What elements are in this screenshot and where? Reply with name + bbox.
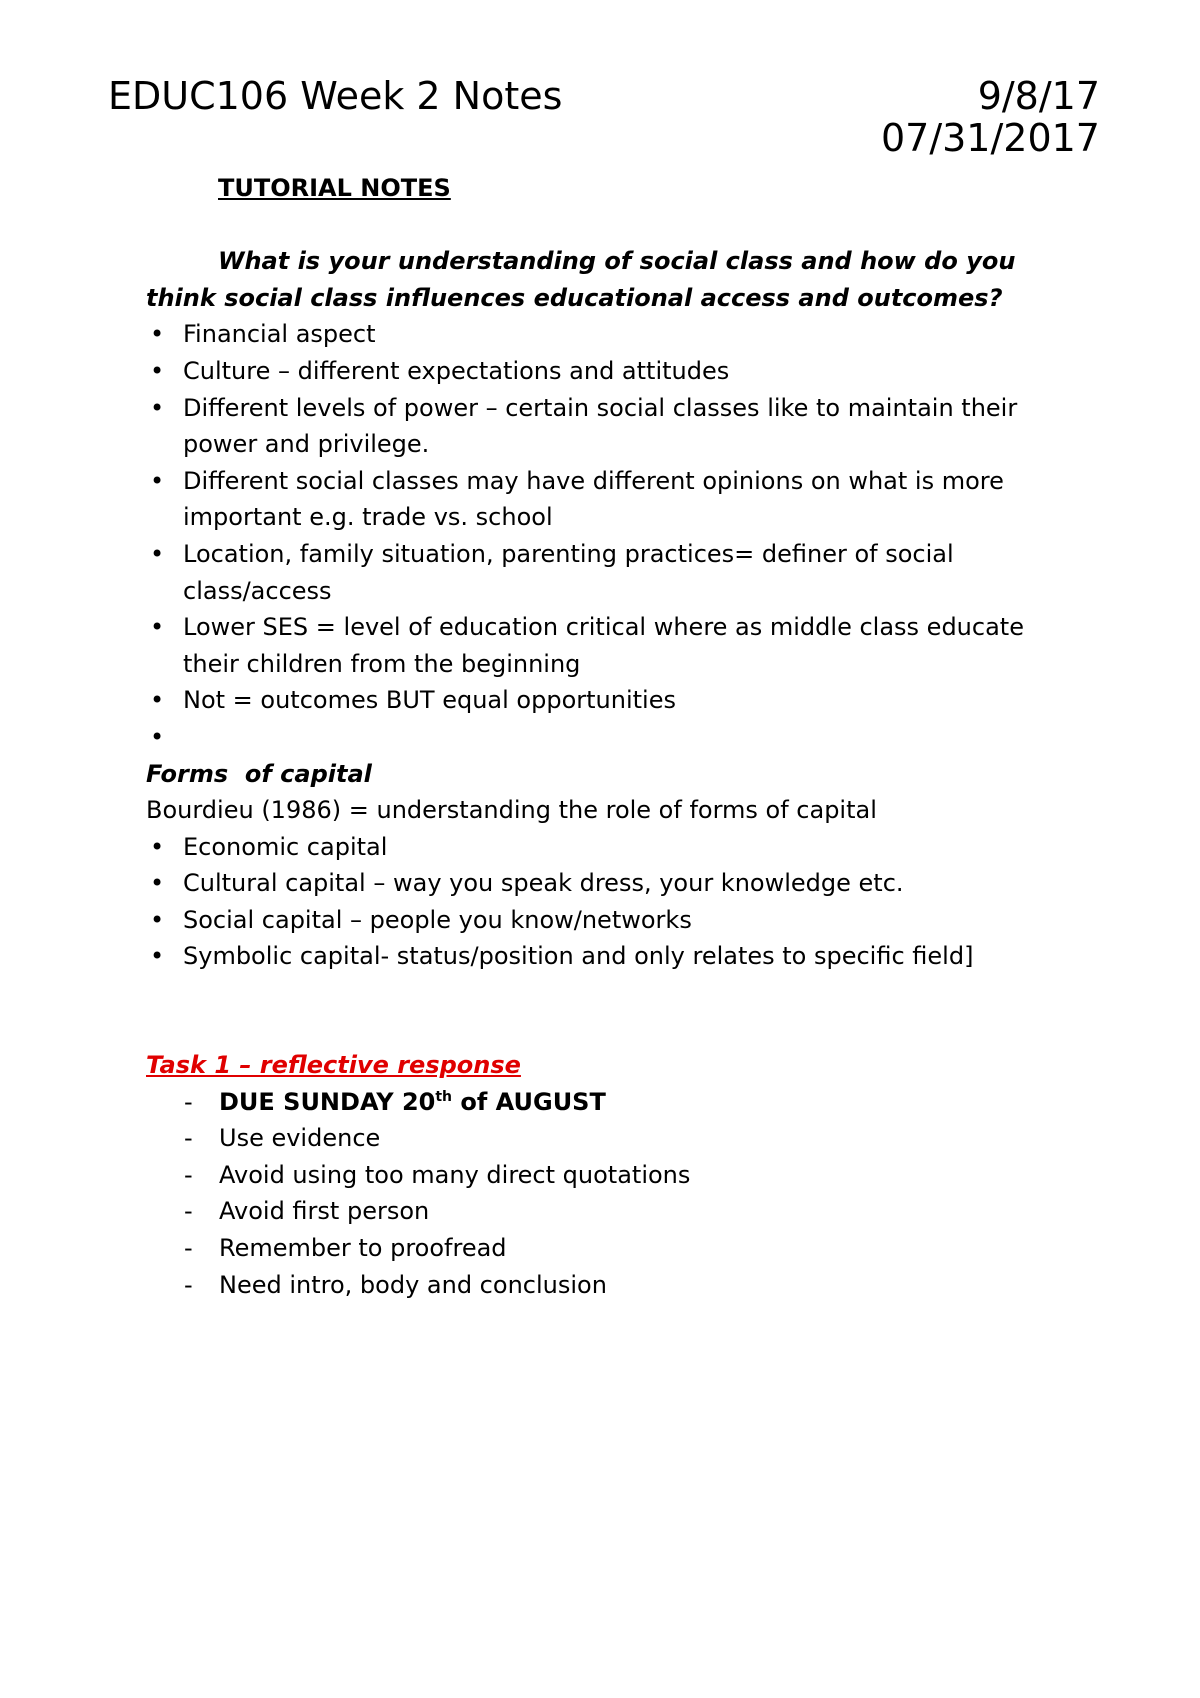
- dash-icon: -: [184, 1124, 193, 1153]
- bullet-icon: •: [150, 613, 165, 642]
- spacer: [146, 975, 1066, 1011]
- list-item: [146, 719, 1066, 756]
- list-item: [146, 1230, 1066, 1267]
- question-text-2: think social class influences educational access and outcomes?: [146, 283, 1003, 312]
- date-long: 07/31/2017: [880, 116, 1100, 160]
- due-date-superscript: th: [435, 1088, 453, 1105]
- list-item-text: Avoid using too many direct quotations: [219, 1160, 691, 1189]
- list-item-text: Symbolic capital- status/position and only relates to specific field]: [183, 942, 974, 971]
- list-item: [146, 1120, 1066, 1157]
- list-item: [146, 1193, 1066, 1230]
- question-line-1: [146, 243, 1066, 280]
- spacer: [146, 1011, 1066, 1047]
- bullet-icon: •: [150, 686, 165, 715]
- capital-heading: Forms of capital: [146, 759, 372, 788]
- dash-icon: -: [184, 1197, 193, 1226]
- bullet-icon: •: [150, 466, 165, 495]
- list-item-text: Social capital – people you know/networks: [183, 905, 692, 934]
- capital-intro: Bourdieu (1986) = understanding the role of forms of capital: [146, 796, 877, 825]
- list-item: [146, 682, 1066, 719]
- list-item: [146, 390, 1066, 463]
- list-item-text: Avoid first person: [219, 1197, 430, 1226]
- question-text-1: What is your understanding of social class and how do you: [218, 247, 1016, 276]
- bullet-icon: •: [150, 320, 165, 349]
- list-item-text: Cultural capital – way you speak dress, your knowledge etc.: [183, 869, 904, 898]
- bullet-icon: •: [150, 869, 165, 898]
- list-item-text: Remember to proofread: [219, 1234, 507, 1263]
- list-item: [146, 1084, 1066, 1121]
- list-item: [146, 353, 1066, 390]
- due-date-suffix: of AUGUST: [452, 1087, 606, 1116]
- list-item-text: Need intro, body and conclusion: [219, 1270, 607, 1299]
- blank-glyph-line: [146, 207, 1066, 244]
- list-item: [146, 609, 1066, 682]
- list-item-text: Different levels of power – certain social classes like to maintain their power and privilege.: [183, 393, 1018, 459]
- dash-icon: -: [184, 1234, 193, 1263]
- list-item-text: Different social classes may have different opinions on what is more important e.g. trade vs. school: [183, 466, 1004, 532]
- list-item-text: Economic capital: [183, 832, 388, 861]
- list-item-text: Use evidence: [219, 1124, 381, 1153]
- bullet-icon: •: [150, 832, 165, 861]
- social-class-list: [146, 316, 1066, 755]
- bullet-icon: •: [150, 722, 165, 751]
- bullet-icon: •: [150, 942, 165, 971]
- list-item: [146, 829, 1066, 866]
- list-item-text: Not = outcomes BUT equal opportunities: [183, 686, 676, 715]
- list-item-text: Financial aspect: [183, 320, 376, 349]
- list-item: [146, 902, 1066, 939]
- dash-icon: -: [184, 1160, 193, 1189]
- tutorial-heading-line: [146, 170, 1066, 207]
- capital-list: [146, 829, 1066, 975]
- bullet-icon: •: [150, 905, 165, 934]
- task-list: [146, 1084, 1066, 1304]
- list-item: [146, 1267, 1066, 1304]
- bullet-icon: •: [150, 393, 165, 422]
- list-item: [146, 865, 1066, 902]
- document-body: [146, 170, 1066, 1303]
- list-item-text: Location, family situation, parenting practices= definer of social class/access: [183, 539, 954, 605]
- due-date-prefix: DUE SUNDAY 20: [219, 1087, 436, 1116]
- list-item: [146, 1157, 1066, 1194]
- list-item-text: Culture – different expectations and attitudes: [183, 356, 730, 385]
- list-item-text: Lower SES = level of education critical where as middle class educate their children from the beginning: [183, 613, 1024, 678]
- dash-icon: -: [184, 1087, 193, 1116]
- list-item: [146, 463, 1066, 536]
- date-short: 9/8/17: [977, 74, 1100, 118]
- due-date-text: [219, 1088, 606, 1116]
- bullet-icon: •: [150, 356, 165, 385]
- bullet-icon: •: [150, 539, 165, 568]
- task-heading: Task 1 – reflective response: [146, 1051, 521, 1080]
- list-item: [146, 316, 1066, 353]
- list-item: [146, 536, 1066, 609]
- tutorial-heading: TUTORIAL NOTES: [218, 174, 451, 202]
- document-title: EDUC106 Week 2 Notes: [108, 74, 563, 118]
- dash-icon: -: [184, 1270, 193, 1299]
- list-item: [146, 938, 1066, 975]
